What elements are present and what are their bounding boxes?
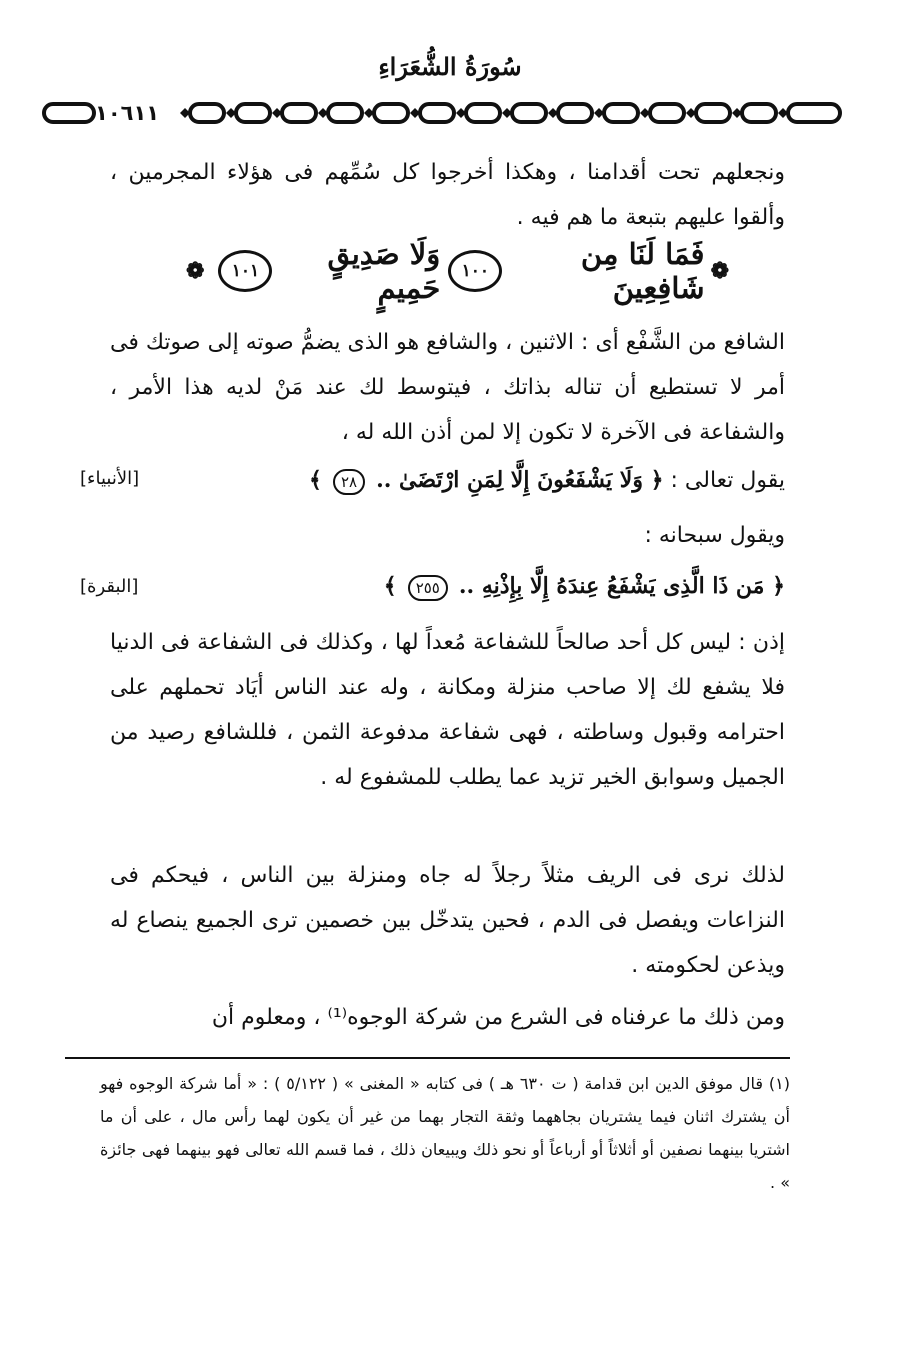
quote-text: ﴿ وَلَا يَشْفَعُونَ إِلَّا لِمَنِ ارْتَضَىٰ .. [376, 467, 664, 493]
paragraph-1: ونجعلهم تحت أقدامنا ، وهكذا أخرجوا كل سُمِّهم فى هؤلاء المجرمين ، وألقوا عليهم بتبعة ما هم فيه . [110, 160, 785, 230]
ornament-icon: ❁ [186, 258, 205, 284]
quote-line-2 [110, 566, 785, 606]
paragraph-2: الشافع من الشَّفْع أى : الاثنين ، والشافع هو الذى يضمُّ صوته إلى صوتك فى أمر لا تستطيع أن تناله بذاتك ، فيتوسط لك عند مَنْ لديه هذا الأمر ، والشفاعة فى الآخرة لا تكون إلا لمن أذن الله له ، [110, 330, 785, 445]
verse-banner [180, 237, 735, 305]
footnote: (١) قال موفق الدين ابن قدامة ( ت ٦٣٠ هـ ) فى كتابه « المغنى » ( ٥/١٢٢ ) : « أما شركة الوجوه فهو أن يشترك اثنان فيما يشتريان بجاههما وثقة التجار بهما من غير أن يكون لهما رأس مال ، على أن ما اشتريا بينهما نصفين أو أثلاثاً أو أرباعاً أو نحو ذلك ويبيعان ذلك ، فما قسم الله تعالى فهو بينهما فهى جائزة » . [100, 1074, 791, 1192]
surah-reference: [الأنبياء] [80, 468, 140, 489]
verse-part-1: فَمَا لَنَا مِن شَافِعِينَ [580, 237, 705, 305]
ornament-icon: ❁ [710, 258, 729, 284]
quote-text: ﴿ مَن ذَا الَّذِى يَشْفَعُ عِندَهُ إِلَّا بِإِذْنِهِ .. [458, 573, 785, 599]
surah-title: سُورَةُ الشُّعَرَاءِ [378, 52, 522, 81]
paragraph-5: لذلك نرى فى الريف مثلاً رجلاً له جاه ومنزلة بين الناس ، فيحكم فى النزاعات ويفصل فى الدم ، فحين يتدخّل بين خصمين ترى الجميع ينصاع له ويذعن لحكومته . [110, 863, 785, 978]
quote-close: ﴾ [383, 573, 397, 599]
verse-part-2: وَلَا صَدِيقٍ حَمِيمٍ [327, 237, 441, 305]
page-number: ١٠٦١١ [95, 101, 160, 125]
ayah-number: ٢٥٥ [408, 575, 448, 601]
quote-close: ﴾ [309, 467, 322, 493]
ayah-number: ٢٨ [333, 469, 365, 495]
quote-lead: يقول تعالى : [670, 468, 785, 493]
footnote-divider [65, 1057, 790, 1059]
ayah-number-100: ١٠٠ [448, 250, 502, 292]
paragraph-3: ويقول سبحانه : [644, 523, 785, 548]
paragraph-4: إذن : ليس كل أحد صالحاً للشفاعة مُعداً لها ، وكذلك فى الشفاعة فى الدنيا فلا يشفع لك إلا صاحب منزلة ومكانة ، وله عند الناس أيَاد تحملهم على احترامه وقبول وساطته ، فهى شفاعة مدفوعة الثمن ، فللشافع رصيد من الجميل وسوابق الخير تزيد عما يطلب للمشفوع له . [110, 630, 785, 790]
ayah-number-101: ١٠١ [218, 250, 272, 292]
chain-ornament-header [40, 96, 845, 130]
surah-reference: [البقرة] [80, 576, 139, 597]
quote-line-1 [110, 460, 785, 500]
paragraph-6: ومن ذلك ما عرفناه فى الشرع من شركة الوجوه⁽¹⁾ ، ومعلوم أن [211, 1005, 785, 1030]
